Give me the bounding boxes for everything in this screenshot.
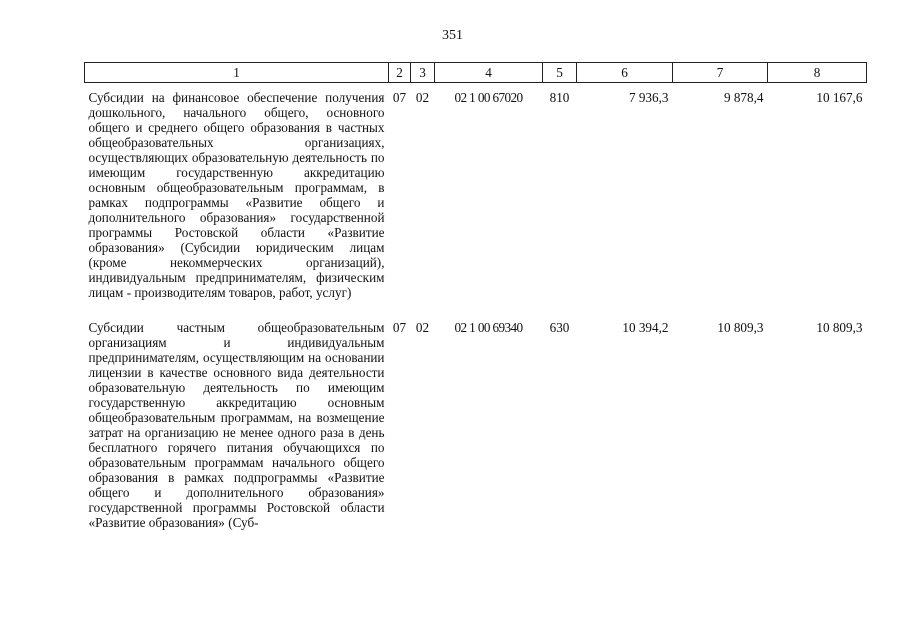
- table-row: [85, 300, 867, 530]
- amount-col6: 10 394,2: [622, 320, 669, 335]
- budget-table: [84, 62, 867, 530]
- section-code: 07: [392, 320, 407, 335]
- column-header-6: 6: [577, 63, 673, 83]
- header-row: [85, 63, 867, 83]
- subsection-code: 02: [415, 90, 430, 105]
- table-row: [85, 83, 867, 301]
- expense-type-code: 630: [549, 320, 570, 335]
- subsection-code: 02: [415, 320, 430, 335]
- column-header-7: 7: [673, 63, 768, 83]
- amount-col7: 9 878,4: [723, 90, 764, 105]
- column-header-4: 4: [435, 63, 543, 83]
- row-description: Субсидии на финансовое обеспечение получения дошкольного, начального общего, основного общего и среднего общего образования в частных общеобразовательных организациях, осуществляющих образовательную деятельность по имеющим государственную аккредитацию основным общеобразовательным программам, в рамках подпрограммы «Развитие общего и дополнительного образования» государственной программы Ростовской области «Развитие образования» (Субсидии юридическим лицам (кроме некоммерческих организаций), индивидуальным предпринимателям, физическим лицам - производителям товаров, работ, услуг): [88, 90, 385, 300]
- target-article-code: 02 1 00 69340: [454, 320, 523, 335]
- column-header-2: 2: [389, 63, 411, 83]
- amount-col7: 10 809,3: [717, 320, 764, 335]
- column-header-3: 3: [411, 63, 435, 83]
- page-number: 351: [442, 28, 463, 43]
- expense-type-code: 810: [549, 90, 570, 105]
- amount-col8: 10 167,6: [816, 90, 863, 105]
- target-article-code: 02 1 00 67020: [454, 90, 523, 105]
- section-code: 07: [392, 90, 407, 105]
- column-header-8: 8: [768, 63, 867, 83]
- amount-col6: 7 936,3: [628, 90, 669, 105]
- row-description: Субсидии частным общеобразовательным организациям и индивидуальным предпринимателям, осуществляющим на основании лицензии в качестве основного вида деятельности образовательную деятельность по имеющим государственную аккредитацию основным общеобразовательным программам, на возмещение затрат на организацию не менее одного раза в день бесплатного горячего питания обучающихся по образовательным программам начального общего образования в рамках подпрограммы «Развитие общего и дополнительного образования» государственной программы Ростовской области «Развитие образования» (Суб-: [88, 320, 385, 530]
- column-header-5: 5: [543, 63, 577, 83]
- column-header-1: 1: [85, 63, 389, 83]
- amount-col8: 10 809,3: [816, 320, 863, 335]
